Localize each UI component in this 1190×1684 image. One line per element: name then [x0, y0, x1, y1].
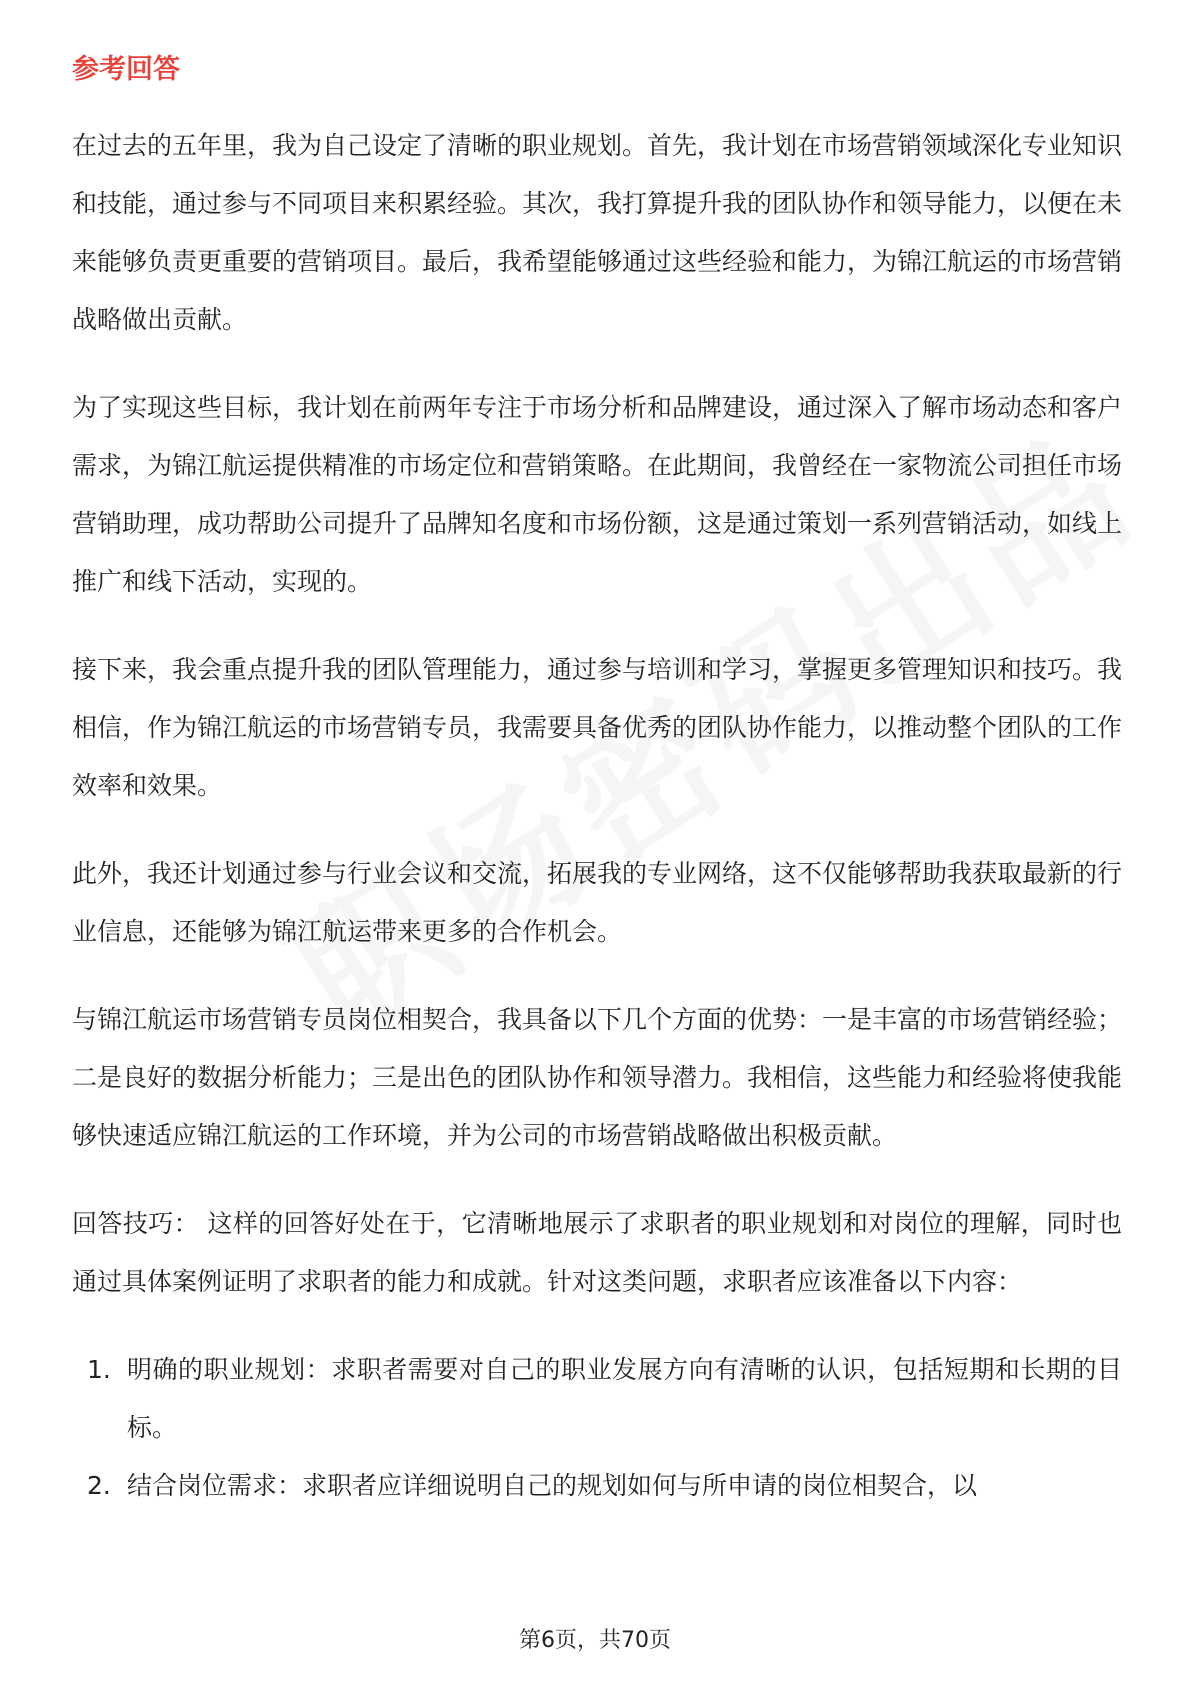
- paragraph: 与锦江航运市场营销专员岗位相契合，我具备以下几个方面的优势：一是丰富的市场营销经验；二是良好的数据分析能力；三是出色的团队协作和领导潜力。我相信，这些能力和经验将使我能够快速适应锦江航运的工作环境，并为公司的市场营销战略做出积极贡献。: [72, 1005, 1123, 1150]
- list-item-number: 1.: [87, 1355, 111, 1384]
- list-item: [72, 1341, 1122, 1457]
- list-item-text: 明确的职业规划：求职者需要对自己的职业发展方向有清晰的认识，包括短期和长期的目标。: [127, 1355, 1122, 1442]
- paragraph: 为了实现这些目标，我计划在前两年专注于市场分析和品牌建设，通过深入了解市场动态和客户需求，为锦江航运提供精准的市场定位和营销策略。在此期间，我曾经在一家物流公司担任市场营销助理，成功帮助公司提升了品牌知名度和市场份额，这是通过策划一系列营销活动，如线上推广和线下活动，实现的。: [72, 393, 1123, 596]
- list-item-number: 2.: [87, 1471, 111, 1500]
- paragraph: 此外，我还计划通过参与行业会议和交流，拓展我的专业网络，这不仅能够帮助我获取最新的行业信息，还能够为锦江航运带来更多的合作机会。: [72, 859, 1123, 946]
- page-footer: 第6页，共70页: [519, 1628, 671, 1653]
- paragraph: 接下来，我会重点提升我的团队管理能力，通过参与培训和学习，掌握更多管理知识和技巧。我相信，作为锦江航运的市场营销专员，我需要具备优秀的团队协作能力，以推动整个团队的工作效率和效果。: [72, 655, 1123, 800]
- paragraph: 在过去的五年里，我为自己设定了清晰的职业规划。首先，我计划在市场营销领域深化专业知识和技能，通过参与不同项目来积累经验。其次，我打算提升我的团队协作和领导能力，以便在未来能够负责更重要的营销项目。最后，我希望能够通过这些经验和能力，为锦江航运的市场营销战略做出贡献。: [72, 131, 1123, 334]
- list-item: [72, 1457, 1122, 1515]
- list-item-text: 结合岗位需求：求职者应详细说明自己的规划如何与所申请的岗位相契合，以: [127, 1471, 978, 1500]
- section-title: 参考回答: [72, 54, 180, 85]
- tips-paragraph: 回答技巧： 这样的回答好处在于，它清晰地展示了求职者的职业规划和对岗位的理解，同时也通过具体案例证明了求职者的能力和成就。针对这类问题，求职者应该准备以下内容：: [72, 1209, 1122, 1296]
- answer-body: [72, 117, 1122, 1515]
- tips-list: [72, 1341, 1122, 1515]
